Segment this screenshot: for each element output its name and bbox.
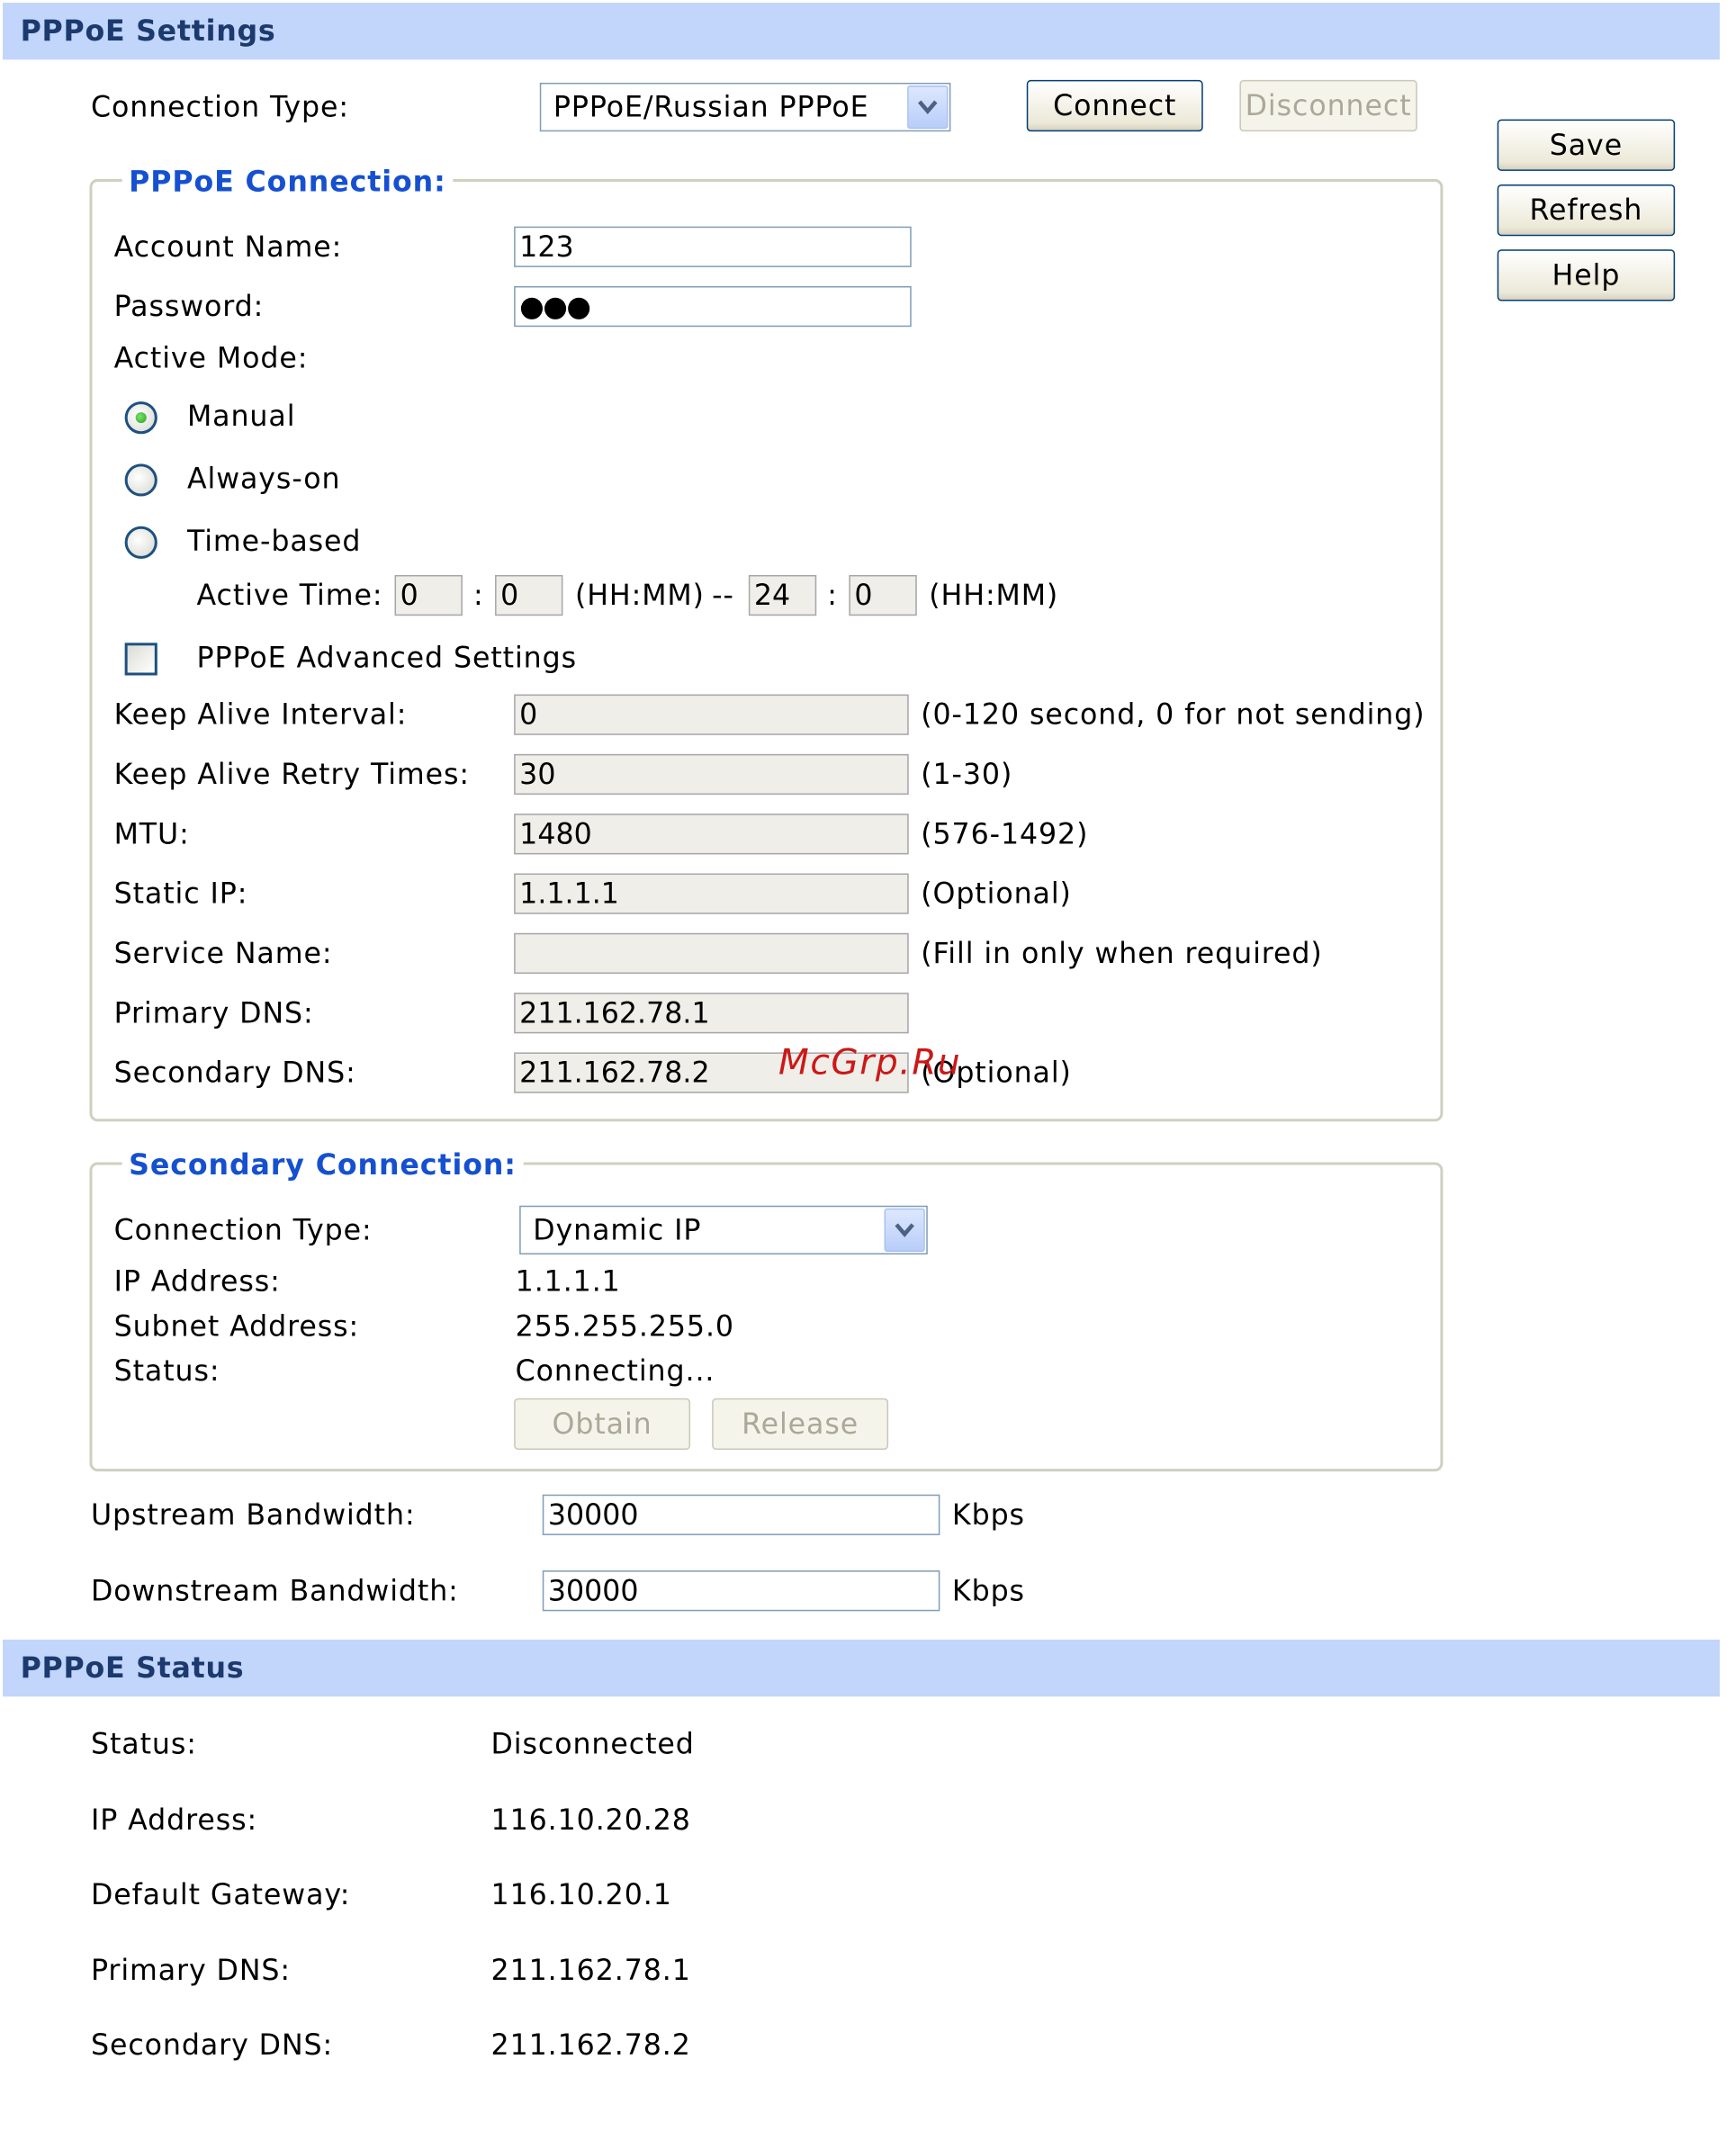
pppoe-settings-header: PPPoE Settings — [3, 3, 1720, 59]
secondary-status-value: Connecting... — [515, 1354, 715, 1388]
advanced-settings-checkbox[interactable] — [125, 643, 157, 675]
active-time-label: Active Time: — [196, 579, 383, 612]
status-primary-dns-label: Primary DNS: — [90, 1954, 291, 1987]
obtain-button[interactable]: Obtain — [514, 1398, 690, 1450]
secondary-connection-type-value: Dynamic IP — [533, 1213, 702, 1246]
service-name-label: Service Name: — [113, 937, 333, 970]
keep-alive-interval-hint: (0-120 second, 0 for not sending) — [921, 698, 1426, 732]
static-ip-input[interactable]: 1.1.1.1 — [514, 874, 909, 914]
subnet-address-value: 255.255.255.0 — [515, 1309, 734, 1343]
end-minute-input[interactable]: 0 — [849, 575, 916, 616]
end-time-format: (HH:MM) — [929, 579, 1059, 612]
secondary-connection-type-select[interactable] — [519, 1206, 928, 1254]
always-on-radio[interactable] — [125, 463, 157, 496]
manual-label: Manual — [186, 400, 296, 433]
upstream-bandwidth-label: Upstream Bandwidth: — [90, 1498, 416, 1532]
mtu-label: MTU: — [113, 817, 190, 850]
subnet-address-label: Subnet Address: — [113, 1309, 360, 1343]
advanced-settings-label: PPPoE Advanced Settings — [196, 641, 578, 674]
save-button[interactable]: Save — [1498, 120, 1675, 171]
password-label: Password: — [113, 290, 265, 323]
mtu-input[interactable]: 1480 — [514, 814, 909, 854]
service-name-input[interactable] — [514, 933, 909, 974]
help-button[interactable]: Help — [1498, 249, 1675, 301]
keep-alive-retry-label: Keep Alive Retry Times: — [113, 758, 470, 791]
upstream-bandwidth-unit: Kbps — [951, 1498, 1025, 1532]
disconnect-button[interactable]: Disconnect — [1239, 80, 1417, 131]
manual-radio[interactable] — [125, 401, 157, 434]
ip-address-label: IP Address: — [90, 1803, 258, 1837]
upstream-bandwidth-input[interactable]: 30000 — [543, 1495, 940, 1535]
watermark: McGrp.Ru — [778, 1042, 962, 1084]
status-secondary-dns-label: Secondary DNS: — [90, 2028, 334, 2062]
primary-dns-label: Primary DNS: — [113, 996, 314, 1030]
account-name-input[interactable]: 123 — [514, 227, 912, 267]
refresh-button[interactable]: Refresh — [1498, 184, 1675, 236]
account-name-label: Account Name: — [113, 230, 343, 264]
keep-alive-retry-input[interactable]: 30 — [514, 754, 909, 795]
secondary-ip-label: IP Address: — [113, 1265, 281, 1299]
password-input[interactable]: ●●● — [514, 286, 912, 327]
primary-dns-input[interactable]: 211.162.78.1 — [514, 993, 909, 1033]
downstream-bandwidth-input[interactable]: 30000 — [543, 1570, 940, 1611]
static-ip-label: Static IP: — [113, 877, 248, 911]
active-mode-label: Active Mode: — [113, 341, 309, 374]
status-value: Disconnected — [490, 1727, 695, 1761]
time-colon-1: : — [472, 579, 484, 612]
keep-alive-interval-label: Keep Alive Interval: — [113, 698, 408, 732]
chevron-down-icon[interactable] — [885, 1209, 925, 1252]
default-gateway-value: 116.10.20.1 — [490, 1878, 672, 1911]
connect-button[interactable]: Connect — [1027, 80, 1203, 131]
connection-type-label: Connection Type: — [90, 90, 349, 124]
secondary-dns-label: Secondary DNS: — [113, 1056, 356, 1090]
secondary-dns-hint: (Optional) — [921, 1056, 1072, 1090]
time-colon-2: : — [827, 579, 838, 612]
secondary-dns-input[interactable]: 211.162.78.2 — [514, 1052, 909, 1092]
mtu-hint: (576-1492) — [921, 817, 1089, 850]
status-secondary-dns-value: 211.162.78.2 — [490, 2028, 691, 2062]
chevron-down-icon[interactable] — [907, 85, 948, 129]
default-gateway-label: Default Gateway: — [90, 1878, 351, 1911]
release-button[interactable]: Release — [712, 1398, 888, 1450]
service-name-hint: (Fill in only when required) — [921, 937, 1323, 970]
pppoe-status-header: PPPoE Status — [3, 1640, 1720, 1696]
secondary-status-label: Status: — [113, 1354, 220, 1388]
secondary-ip-value: 1.1.1.1 — [515, 1265, 621, 1299]
connection-type-value: PPPoE/Russian PPPoE — [553, 90, 869, 124]
keep-alive-retry-hint: (1-30) — [921, 758, 1013, 791]
static-ip-hint: (Optional) — [921, 877, 1072, 911]
time-range-dash: -- — [712, 579, 734, 612]
status-primary-dns-value: 211.162.78.1 — [490, 1954, 691, 1987]
time-based-radio[interactable] — [125, 526, 157, 559]
end-hour-input[interactable]: 24 — [749, 575, 816, 616]
keep-alive-interval-input[interactable]: 0 — [514, 695, 909, 735]
always-on-label: Always-on — [186, 462, 341, 496]
downstream-bandwidth-unit: Kbps — [951, 1574, 1025, 1607]
connection-type-select[interactable] — [540, 83, 951, 131]
start-minute-input[interactable]: 0 — [495, 575, 562, 616]
start-hour-input[interactable]: 0 — [395, 575, 463, 616]
ip-address-value: 116.10.20.28 — [490, 1803, 691, 1837]
pppoe-connection-legend: PPPoE Connection: — [122, 166, 454, 198]
secondary-connection-type-label: Connection Type: — [113, 1213, 373, 1246]
status-label: Status: — [90, 1727, 197, 1761]
secondary-connection-legend: Secondary Connection: — [122, 1148, 524, 1181]
downstream-bandwidth-label: Downstream Bandwidth: — [90, 1574, 459, 1607]
time-based-label: Time-based — [186, 525, 362, 558]
start-time-format: (HH:MM) — [574, 579, 705, 612]
